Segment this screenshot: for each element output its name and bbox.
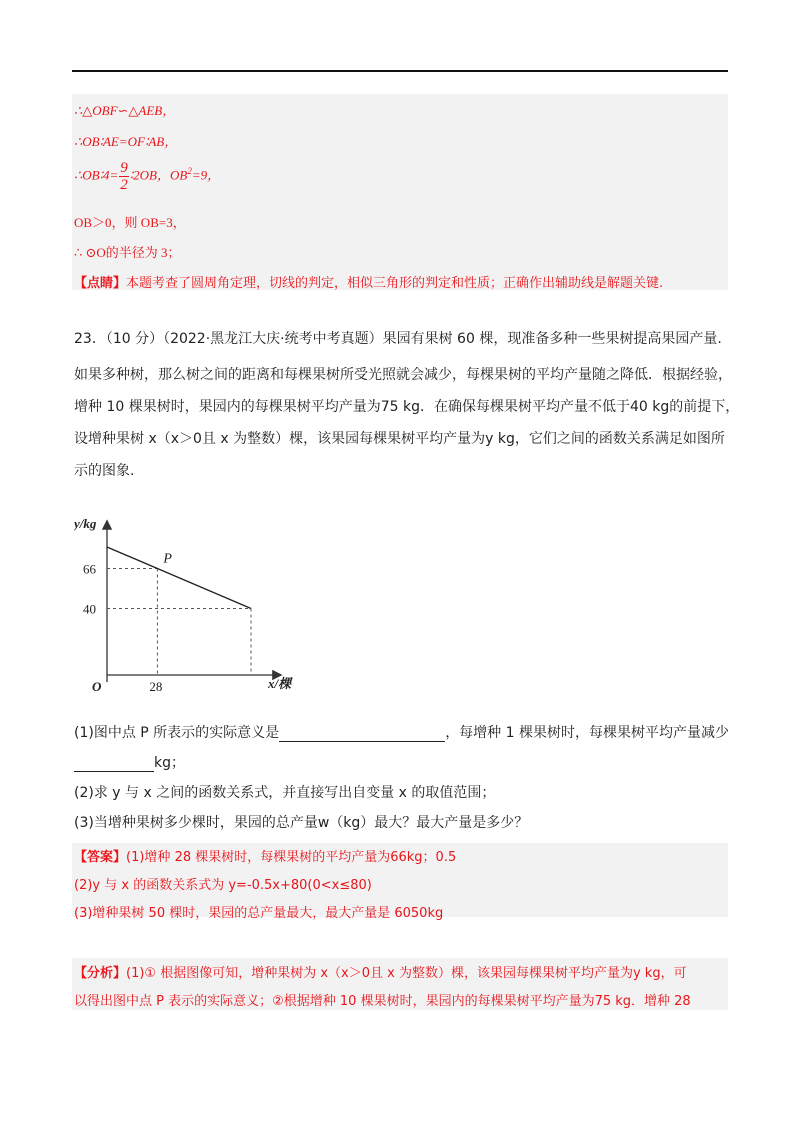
y-axis-label: y/kg [74,516,97,531]
answer-line-1 [74,846,456,865]
square-superscript: 2 [187,166,192,177]
answer-tag: 【答案】 [74,850,127,865]
y-tick-label-66: 66 [83,561,96,577]
answer-line-3: (3)增种果树 50 棵时，果园的总产量最大，最大产量是 6050kg [74,906,444,921]
series-line [107,547,251,609]
subquestion-1-line-1 [74,722,729,742]
point-p-label: P [163,551,172,567]
comment-line [74,272,663,291]
subquestion-1-line-2 [74,752,185,772]
x-tick-label-28: 28 [149,679,163,694]
x-axis-label: x/棵 [268,676,292,691]
comment-tag: 【点睛】 [74,276,127,291]
answer-text-1: (1)增种 28 棵果树时，每棵果树的平均产量为66kg；0.5 [126,850,457,865]
fraction-denominator: 2 [120,177,128,193]
analysis-text-1: (1)① 根据图像可知，增种果树为 x（x＞0且 x 为整数）棵，该果园每棵果树平均产量为y kg，可 [126,966,687,981]
subquestion-3: (3)当增种果树多少棵时，果园的总产量w（kg）最大？最大产量是多少？ [74,815,529,831]
line3-post: ∶2OB，OB [129,167,188,183]
question-line-2: 如果多种树，那么树之间的距离和每棵果树所受光照就会减少，每棵果树的平均产量随之降低．根据经验， [74,367,732,383]
fraction-nine-halves [119,160,129,193]
top-rule [72,70,728,72]
y-tick-label-40: 40 [83,601,96,617]
question-line-3: 增种 10 棵果树时，果园内的每棵果树平均产量为75 kg．在确保每棵果树平均产量不低于40 kg的前提下， [74,399,740,415]
q1-unit: kg； [154,755,185,771]
prev-solution-line-2: ∴OB∶AE=OF∶AB， [74,134,178,149]
question-line-5: 示的图象. [74,463,135,479]
subquestion-2: (2)求 y 与 x 之间的函数关系式，并直接写出自变量 x 的取值范围； [74,785,496,801]
line3-pre: ∴OB∶4= [74,167,119,183]
chart-marks [83,547,251,694]
line3-end: =9， [191,167,221,183]
comment-text: 本题考查了圆周角定理，切线的判定，相似三角形的判定和性质；正确作出辅助线是解题关键. [126,276,664,291]
origin-label: O [92,679,102,694]
prev-solution-line-1: ∴△OBF∽△AEB， [74,103,176,118]
analysis-line-1 [74,962,687,981]
question-line-4: 设增种果树 x（x＞0且 x 为整数）棵，该果园每棵果树平均产量为y kg，它们之间的函数关系满足如图所 [74,431,725,447]
function-graph [74,510,314,700]
answer-line-2: (2)y 与 x 的函数关系式为 y=-0.5x+80(0<x≤80) [74,878,372,893]
prev-solution-line-3 [74,160,220,193]
prev-solution-line-4: OB＞0，则 OB=3， [74,215,186,230]
prev-solution-line-5: ∴ ⊙O的半径为 3； [74,245,181,260]
analysis-tag: 【分析】 [74,966,127,981]
answer-blank-1[interactable] [279,727,445,742]
q1-middle: ，每增种 1 棵果树时，每棵果树平均产量减少 [445,725,729,741]
fraction-numerator: 9 [120,160,128,176]
question-line-1: 23．（10 分）（2022·黑龙江大庆·统考中考真题）果园有果树 60 棵，现准备多种一些果树提高果园产量. [74,331,722,347]
q1-prefix: (1)图中点 P 所表示的实际意义是 [74,725,280,741]
answer-blank-2[interactable] [74,757,154,772]
analysis-line-2: 以得出图中点 P 表示的实际意义；②根据增种 10 棵果树时，果园内的每棵果树平均产量为75 kg．增种 28 [74,994,691,1009]
